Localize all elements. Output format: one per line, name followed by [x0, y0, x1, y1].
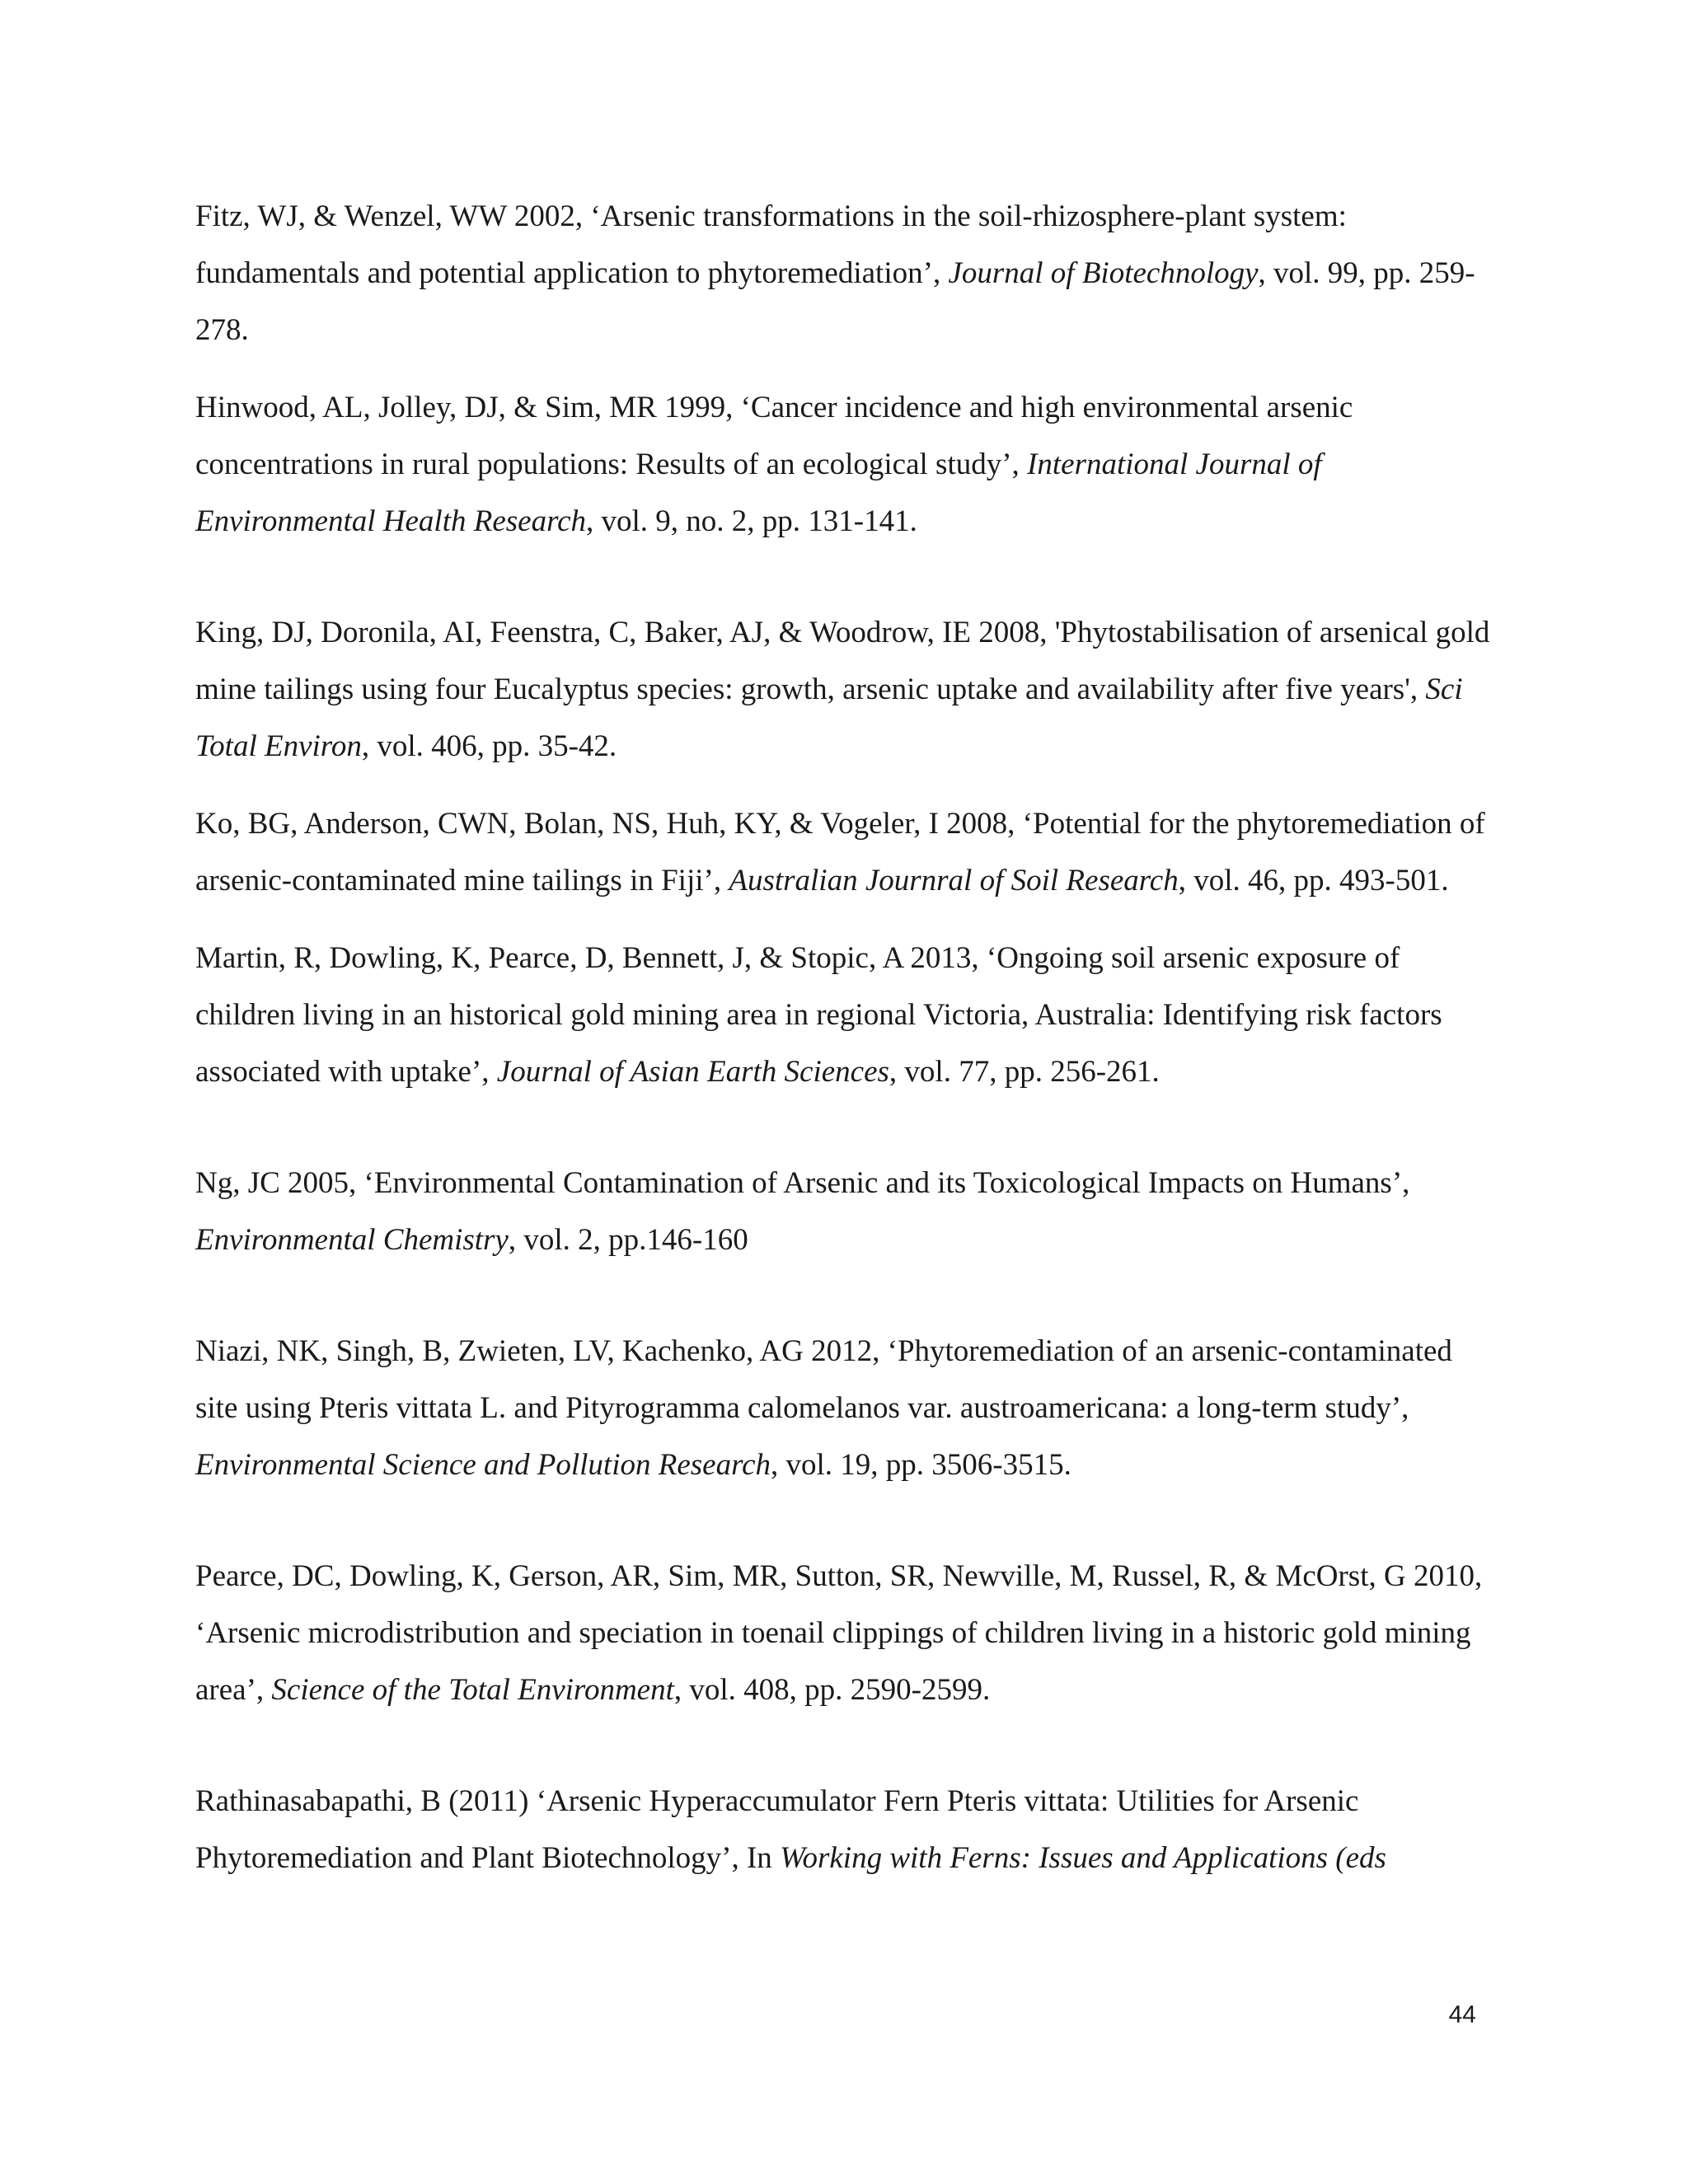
reference-entry — [195, 1773, 1498, 1886]
reference-journal: Environmental Science and Pollution Research — [195, 1448, 771, 1482]
reference-journal: Journal of Asian Earth Sciences — [496, 1055, 889, 1089]
reference-details: , vol. 77, pp. 256-261. — [889, 1055, 1160, 1089]
reference-details: , vol. 9, no. 2, pp. 131-141. — [586, 504, 917, 538]
reference-journal: Journal of Biotechnology — [948, 256, 1259, 290]
reference-entry — [195, 379, 1498, 550]
reference-details: , vol. 406, pp. 35-42. — [361, 729, 617, 763]
reference-journal: Environmental Chemistry — [195, 1223, 509, 1257]
reference-journal: Science of the Total Environment — [271, 1673, 674, 1707]
reference-entry — [195, 1155, 1498, 1268]
reference-entry — [195, 188, 1498, 359]
reference-text: Pearce, DC, Dowling, K, Gerson, AR, Sim, MR, Sutton, SR, Newville, M, Russel, R, & McOrst, G 2010, ‘Arsenic microdistribution and speciation in toenail clippings of children living in a historic gold mining area’, — [195, 1559, 1483, 1707]
reference-details: , vol. 408, pp. 2590-2599. — [673, 1673, 991, 1707]
reference-entry — [195, 604, 1498, 775]
reference-list — [195, 188, 1498, 1886]
reference-details: , vol. 19, pp. 3506-3515. — [771, 1448, 1071, 1482]
reference-text: Ko, BG, Anderson, CWN, Bolan, NS, Huh, KY, & Vogeler, I 2008, ‘Potential for the phytoremediation of arsenic-contaminated mine tailings in Fiji’, — [195, 807, 1485, 898]
reference-entry — [195, 930, 1498, 1100]
reference-journal: Sci Total Environ — [195, 673, 1463, 763]
reference-text: Ng, JC 2005, ‘Environmental Contamination of Arsenic and its Toxicological Impacts on Humans’, — [195, 1166, 1410, 1200]
reference-text: Hinwood, AL, Jolley, DJ, & Sim, MR 1999, ‘Cancer incidence and high environmental arsenic concentrations in rural populations: Results of an ecological study’, — [195, 391, 1353, 481]
reference-entry — [195, 1548, 1498, 1718]
reference-text: Rathinasabapathi, B (2011) ‘Arsenic Hyperaccumulator Fern Pteris vittata: Utilities for Arsenic Phytoremediation and Plant Biotechnology’, In — [195, 1784, 1359, 1875]
reference-text: Martin, R, Dowling, K, Pearce, D, Bennett, J, & Stopic, A 2013, ‘Ongoing soil arsenic exposure of children living in an historical gold mining area in regional Victoria, Australia: Identifying risk factors associated with uptake’, — [195, 941, 1442, 1089]
reference-details: , vol. 46, pp. 493-501. — [1178, 864, 1449, 898]
reference-text: King, DJ, Doronila, AI, Feenstra, C, Baker, AJ, & Woodrow, IE 2008, 'Phytostabilisation of arsenical gold mine tailings using four Eucalyptus species: growth, arsenic uptake and availability after five years', — [195, 616, 1490, 706]
reference-entry — [195, 795, 1498, 909]
reference-details: , vol. 2, pp.146-160 — [508, 1223, 748, 1257]
reference-journal: Australian Journral of Soil Research — [729, 864, 1179, 898]
reference-journal: International Journal of Environmental Health Research — [195, 448, 1322, 538]
reference-text: Fitz, WJ, & Wenzel, WW 2002, ‘Arsenic transformations in the soil-rhizosphere-plant system: fundamentals and potential application to phytoremediation’, — [195, 199, 1347, 290]
reference-entry — [195, 1323, 1498, 1493]
page-number: 44 — [1448, 2001, 1476, 2028]
reference-journal: Working with Ferns: Issues and Applications (eds — [780, 1841, 1386, 1875]
reference-details: , vol. 99, pp. 259-278. — [195, 256, 1475, 347]
reference-text: Niazi, NK, Singh, B, Zwieten, LV, Kachenko, AG 2012, ‘Phytoremediation of an arsenic-contaminated site using Pteris vittata L. and Pityrogramma calomelanos var. austroamericana: a long-term study’, — [195, 1334, 1452, 1425]
